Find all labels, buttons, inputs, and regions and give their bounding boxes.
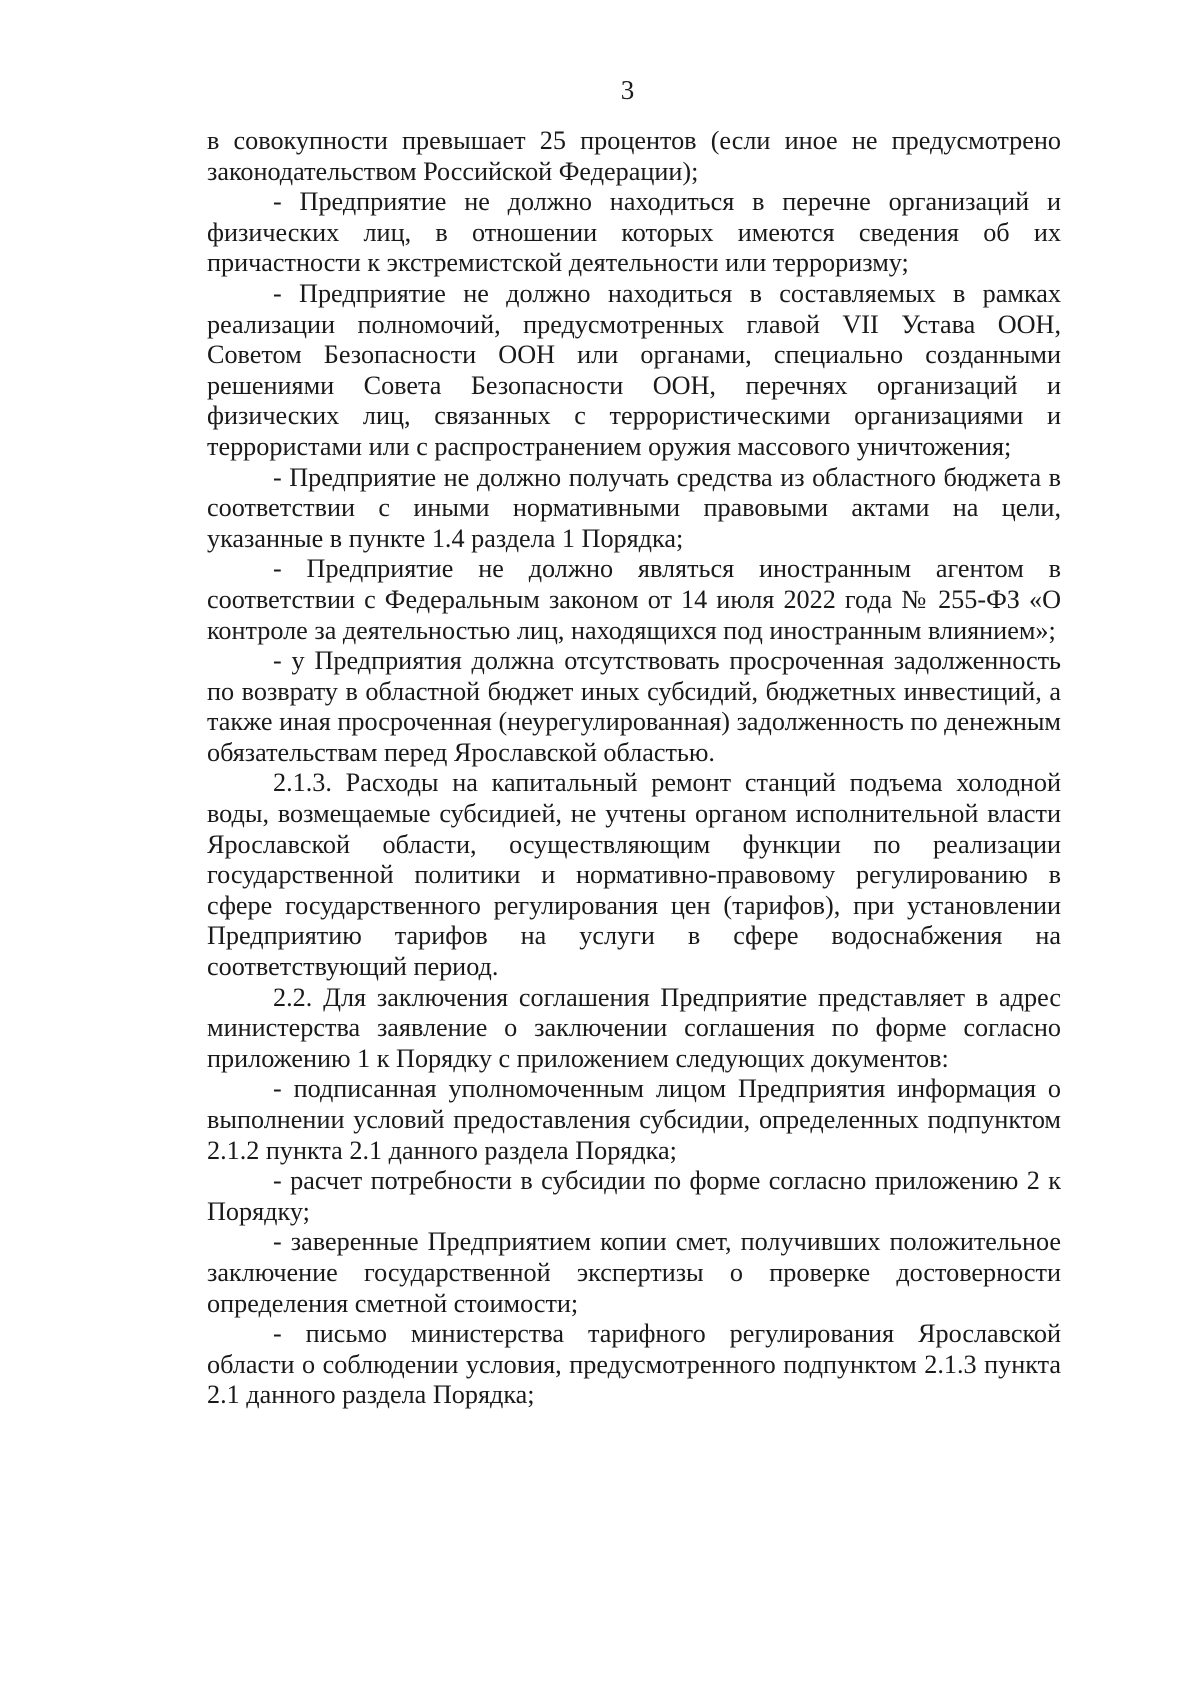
list-item-not-in-extremism-list: - Предприятие не должно находиться в перечне организаций и физических лиц, в отношении которых имеются сведения об их причастности к экстремистской деятельности или терроризму; [207,187,1061,278]
list-item-ministry-letter: - письмо министерства тарифного регулирования Ярославской области о соблюдении условия, предусмотренного подпунктом 2.1.3 пункта 2.1 данного раздела Порядка; [207,1319,1061,1410]
list-item-signed-information: - подписанная уполномоченным лицом Предприятия информация о выполнении условий предоставления субсидии, определенных подпунктом 2.1.2 пункта 2.1 данного раздела Порядка; [207,1074,1061,1165]
clause-2-1-3: 2.1.3. Расходы на капитальный ремонт станций подъема холодной воды, возмещаемые субсидией, не учтены органом исполнительной власти Ярославской области, осуществляющим функции по реализации государственной политики и нормативно-правовому регулированию в сфере государственного регулирования цен (тарифов), при установлении Предприятию тарифов на услуги в сфере водоснабжения на соответствующий период. [207,768,1061,982]
paragraph-continuation: в совокупности превышает 25 процентов (если иное не предусмотрено законодательством Российской Федерации); [207,126,1061,186]
list-item-no-overdue-debt: - у Предприятия должна отсутствовать просроченная задолженность по возврату в областной бюджет иных субсидий, бюджетных инвестиций, а также иная просроченная (неурегулированная) задолженность по денежным обязательствам перед Ярославской областью. [207,646,1061,767]
clause-2-2: 2.2. Для заключения соглашения Предприятие представляет в адрес министерства заявление о заключении соглашения по форме согласно приложению 1 к Порядку с приложением следующих документов: [207,982,1061,1073]
list-item-no-other-budget-funds: - Предприятие не должно получать средства из областного бюджета в соответствии с иными нормативными правовыми актами на цели, указанные в пункте 1.4 раздела 1 Порядка; [207,462,1061,553]
list-item-certified-estimates: - заверенные Предприятием копии смет, получивших положительное заключение государственной экспертизы о проверке достоверности определения сметной стоимости; [207,1227,1061,1318]
list-item-subsidy-calculation: - расчет потребности в субсидии по форме согласно приложению 2 к Порядку; [207,1166,1061,1226]
document-body [207,126,1061,1411]
page-number: 3 [620,75,635,105]
list-item-not-foreign-agent: - Предприятие не должно являться иностранным агентом в соответствии с Федеральным законом от 14 июля 2022 года № 255-ФЗ «О контроле за деятельностью лиц, находящихся под иностранным влиянием»; [207,554,1061,645]
list-item-not-in-un-lists: - Предприятие не должно находиться в составляемых в рамках реализации полномочий, предусмотренных главой VII Устава ООН, Советом Безопасности ООН или органами, специально созданными решениями Совета Безопасности ООН, перечнях организаций и физических лиц, связанных с террористическими организациями и террористами или с распространением оружия массового уничтожения; [207,278,1061,461]
